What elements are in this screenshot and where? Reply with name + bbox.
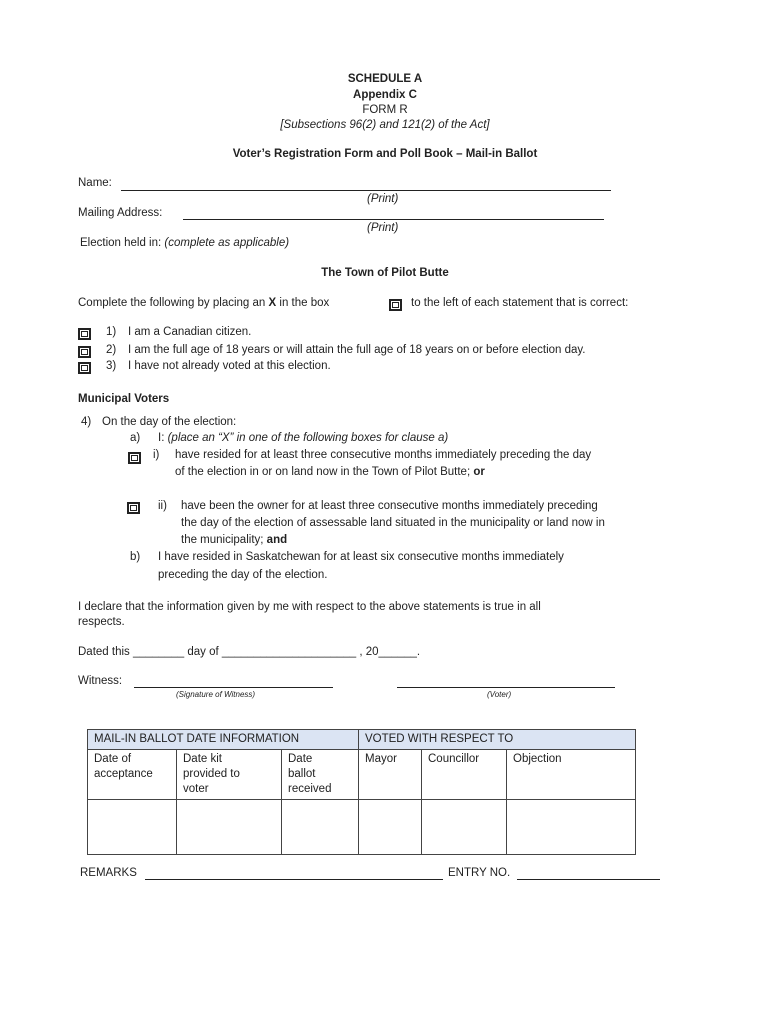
cell-date-of-acceptance[interactable] [88,800,177,855]
col-label: Date of [94,753,132,765]
voted-header: VOTED WITH RESPECT TO [359,730,636,750]
clause-ii-checkbox[interactable] [127,502,140,514]
col-label: Objection [513,753,562,765]
name-print-note: (Print) [367,193,399,205]
cell-objection[interactable] [507,800,636,855]
col-mayor [359,750,422,800]
clause-i-line2: of the election in or on land now in the Town of Pilot Butte; [175,466,471,478]
entry-no-label: ENTRY NO. [448,867,511,879]
clause-a-note: (place an “X” in one of the following boxes for clause a) [167,432,449,444]
clause-i-or: or [473,466,485,478]
clause-a-label: a) [130,432,141,444]
clause-i-label: i) [153,449,160,461]
clause-ii-line3-wrap [181,534,287,546]
clause-b-line1: I have resided in Saskatchewan for at least six consecutive months immediately [158,551,564,563]
name-label: Name: [78,177,112,189]
clause-ii-line3: the municipality; [181,534,264,546]
statement-2-num: 2) [106,344,117,356]
subsections-note: [Subsections 96(2) and 121(2) of the Act] [280,119,490,131]
table-header-row [88,730,636,750]
clause-b-line2: preceding the day of the election. [158,569,328,581]
statement-3-text: I have not already voted at this election. [128,360,331,372]
statement-3-num: 3) [106,360,117,372]
clause-a-line [158,432,448,444]
table-subheader-row [88,750,636,800]
col-date-ballot-received [282,750,359,800]
col-label: acceptance [94,768,153,780]
statement-1-checkbox[interactable] [78,328,91,340]
col-objection [507,750,636,800]
appendix-heading: Appendix C [353,89,417,101]
schedule-heading: SCHEDULE A [347,73,423,85]
mailing-label: Mailing Address: [78,207,163,219]
col-label: voter [183,783,209,795]
municipal-heading: Municipal Voters [78,393,170,405]
col-label: Date [288,753,313,765]
clause-i-line2-wrap [175,466,485,478]
mailing-print-note: (Print) [367,222,399,234]
dated-line[interactable]: Dated this ________ day of _____________________ , 20______. [78,646,421,658]
clause-i-checkbox[interactable] [128,452,141,464]
remarks-field[interactable] [145,879,443,880]
town-name: The Town of Pilot Butte [321,267,449,279]
statement-2-text: I am the full age of 18 years or will attain the full age of 18 years on or before election day. [128,344,586,356]
form-title: Voter’s Registration Form and Poll Book – Mail-in Ballot [232,148,538,160]
statement-1-text: I am a Canadian citizen. [128,326,252,338]
election-label: Election held in: [80,237,162,249]
item-4-text: On the day of the election: [102,416,237,428]
instructions-before: Complete the following by placing an [78,297,266,309]
instructions-after: to the left of each statement that is correct: [411,297,629,309]
mail-in-ballot-table [87,729,636,855]
col-label: Councillor [428,753,480,765]
mailing-address-field[interactable] [183,219,604,220]
col-label: Mayor [365,753,397,765]
statement-3-checkbox[interactable] [78,362,91,374]
witness-sig-note: (Signature of Witness) [176,690,256,699]
entry-no-field[interactable] [517,879,660,880]
instructions-x: X [268,297,277,309]
cell-mayor[interactable] [359,800,422,855]
instructions-line [78,297,329,309]
statement-2-checkbox[interactable] [78,346,91,358]
voter-note: (Voter) [487,690,512,699]
clause-ii-label: ii) [158,500,167,512]
col-label: provided to [183,768,240,780]
col-label: Date kit [183,753,222,765]
declaration-line1: I declare that the information given by me with respect to the above statements is true in all [78,601,541,613]
cell-date-ballot-received[interactable] [282,800,359,855]
witness-label: Witness: [78,675,123,687]
col-councillor [422,750,507,800]
election-note: (complete as applicable) [164,237,290,249]
declaration-line2: respects. [78,616,125,628]
col-date-of-acceptance [88,750,177,800]
col-date-kit-provided [177,750,282,800]
name-field[interactable] [121,190,611,191]
remarks-label: REMARKS [80,867,137,879]
statement-1-num: 1) [106,326,117,338]
election-line [80,237,289,249]
witness-signature-field[interactable] [134,687,333,688]
clause-b-label: b) [130,551,141,563]
table-row [88,800,636,855]
cell-councillor[interactable] [422,800,507,855]
example-checkbox [389,299,402,311]
mail-in-header: MAIL-IN BALLOT DATE INFORMATION [88,730,359,750]
clause-ii-and: and [266,534,288,546]
cell-date-kit-provided[interactable] [177,800,282,855]
clause-ii-line2: the day of the election of assessable land situated in the municipality or land now in [181,517,605,529]
form-heading: FORM R [362,104,408,116]
clause-i-line1: have resided for at least three consecutive months immediately preceding the day [175,449,592,461]
col-label: ballot [288,768,316,780]
voter-signature-field[interactable] [397,687,615,688]
instructions-middle: in the box [279,297,330,309]
clause-a-text: I: [158,432,165,444]
item-4-num: 4) [81,416,92,428]
col-label: received [288,783,332,795]
clause-ii-line1: have been the owner for at least three consecutive months immediately preceding [181,500,598,512]
